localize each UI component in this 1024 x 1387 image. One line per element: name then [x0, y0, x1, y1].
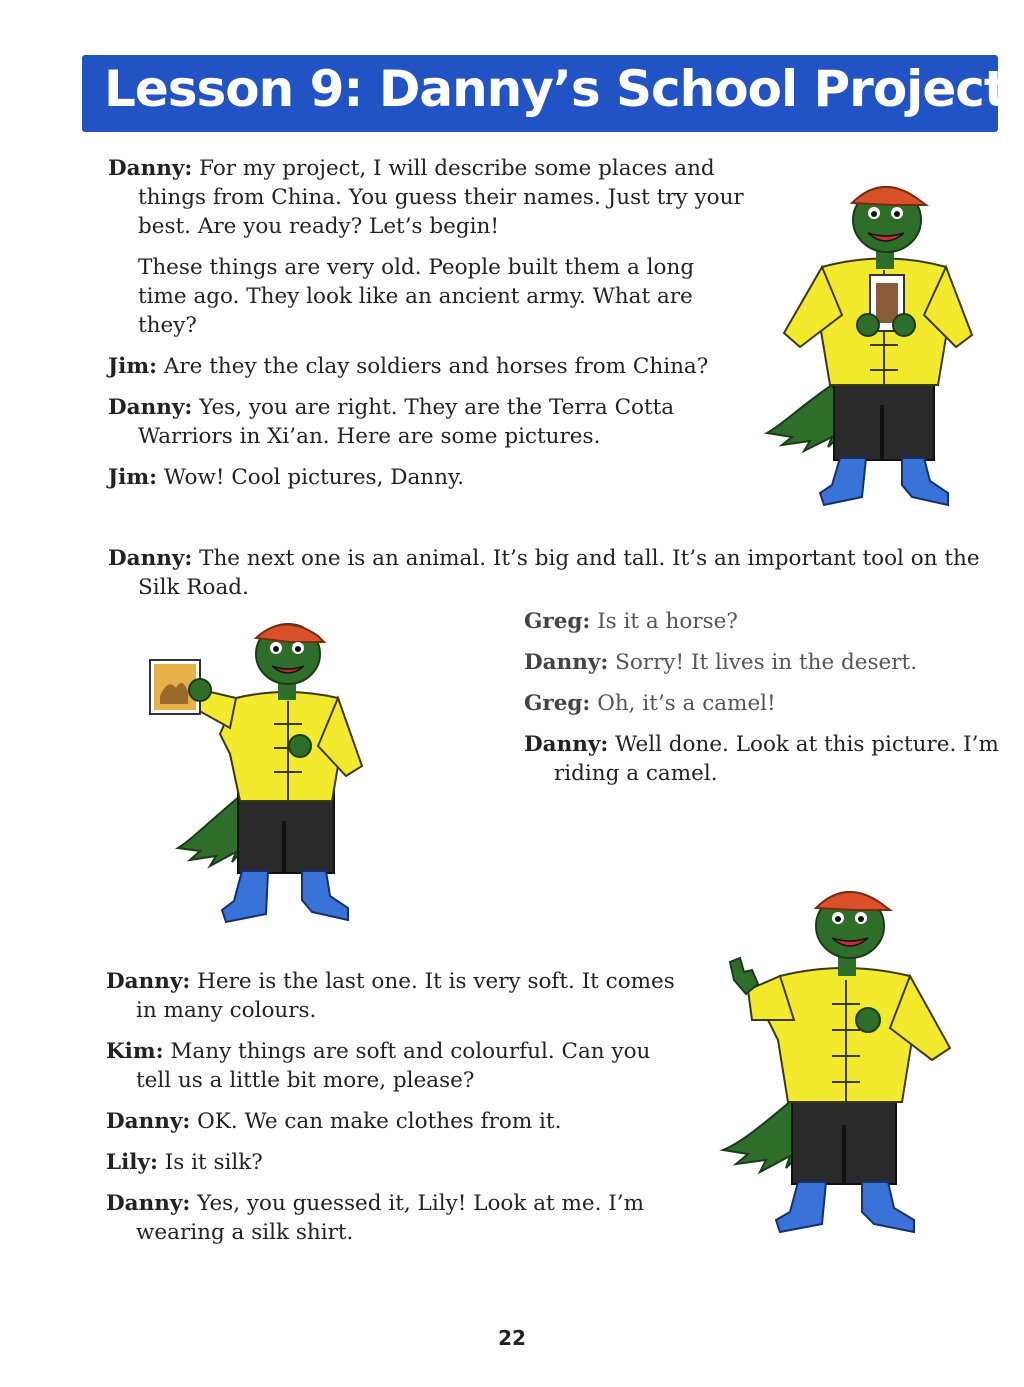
line-text: Yes, you guessed it, Lily! Look at me. I’m wearing a silk shirt. [136, 1191, 645, 1245]
speaker-name: Danny: [524, 732, 609, 757]
dialogue-line [106, 1037, 686, 1095]
lesson-title: Lesson 9: Danny’s School Project [104, 60, 1007, 118]
line-text: Is it a horse? [597, 609, 738, 634]
dialogue-line [106, 1148, 686, 1177]
dialogue-line [524, 607, 1004, 636]
line-text: These things are very old. People built them a long time ago. They look like an ancient army. What are they? [138, 255, 695, 338]
dialogue-section-3 [106, 967, 686, 1259]
dialogue-line [524, 648, 1004, 677]
dialogue-line [108, 253, 748, 340]
dialogue-line [108, 544, 988, 602]
danny-illustration-silk-shirt [718, 880, 953, 1245]
dialogue-line [524, 730, 1004, 788]
dialogue-line [524, 689, 1004, 718]
speaker-name: Danny: [108, 546, 193, 571]
dialogue-line [108, 352, 748, 381]
dialogue-line [106, 1189, 686, 1247]
dialogue-line [108, 393, 748, 451]
line-text: Here is the last one. It is very soft. It comes in many colours. [136, 969, 675, 1023]
speaker-name: Danny: [524, 650, 609, 675]
dialogue-line [108, 463, 748, 492]
line-text: Wow! Cool pictures, Danny. [163, 465, 465, 490]
speaker-name: Danny: [106, 969, 191, 994]
line-text: The next one is an animal. It’s big and tall. It’s an important tool on the Silk Road. [138, 546, 980, 600]
dialogue-line [106, 967, 686, 1025]
line-text: OK. We can make clothes from it. [197, 1109, 562, 1134]
dialogue-line [106, 1107, 686, 1136]
dialogue-section-2-intro [108, 544, 988, 614]
speaker-name: Greg: [524, 609, 591, 634]
speaker-name: Kim: [106, 1039, 164, 1064]
line-text: Well done. Look at this picture. I’m riding a camel. [554, 732, 999, 786]
dialogue-section-2 [524, 607, 1004, 800]
speaker-name: Jim: [108, 354, 158, 379]
danny-illustration-holding-photos [762, 175, 972, 515]
line-text: Yes, you are right. They are the Terra Cotta Warriors in Xi’an. Here are some pictures. [138, 395, 675, 449]
speaker-name: Danny: [108, 395, 193, 420]
speaker-name: Lily: [106, 1150, 158, 1175]
speaker-name: Danny: [108, 156, 193, 181]
lesson-title-banner [82, 55, 1007, 132]
line-text: For my project, I will describe some places and things from China. You guess their names. Just try your best. Are you ready? Let’s begin! [138, 156, 744, 239]
line-text: Is it silk? [164, 1150, 263, 1175]
speaker-name: Greg: [524, 691, 591, 716]
speaker-name: Jim: [108, 465, 158, 490]
dialogue-line [108, 154, 748, 241]
dialogue-section-1 [108, 154, 748, 504]
line-text: Are they the clay soldiers and horses from China? [163, 354, 709, 379]
line-text: Many things are soft and colourful. Can you tell us a little bit more, please? [136, 1039, 651, 1093]
speaker-name: Danny: [106, 1191, 191, 1216]
danny-illustration-holding-camel-photo [150, 616, 365, 936]
line-text: Sorry! It lives in the desert. [615, 650, 918, 675]
page-number: 22 [498, 1326, 526, 1350]
speaker-name: Danny: [106, 1109, 191, 1134]
line-text: Oh, it’s a camel! [597, 691, 776, 716]
